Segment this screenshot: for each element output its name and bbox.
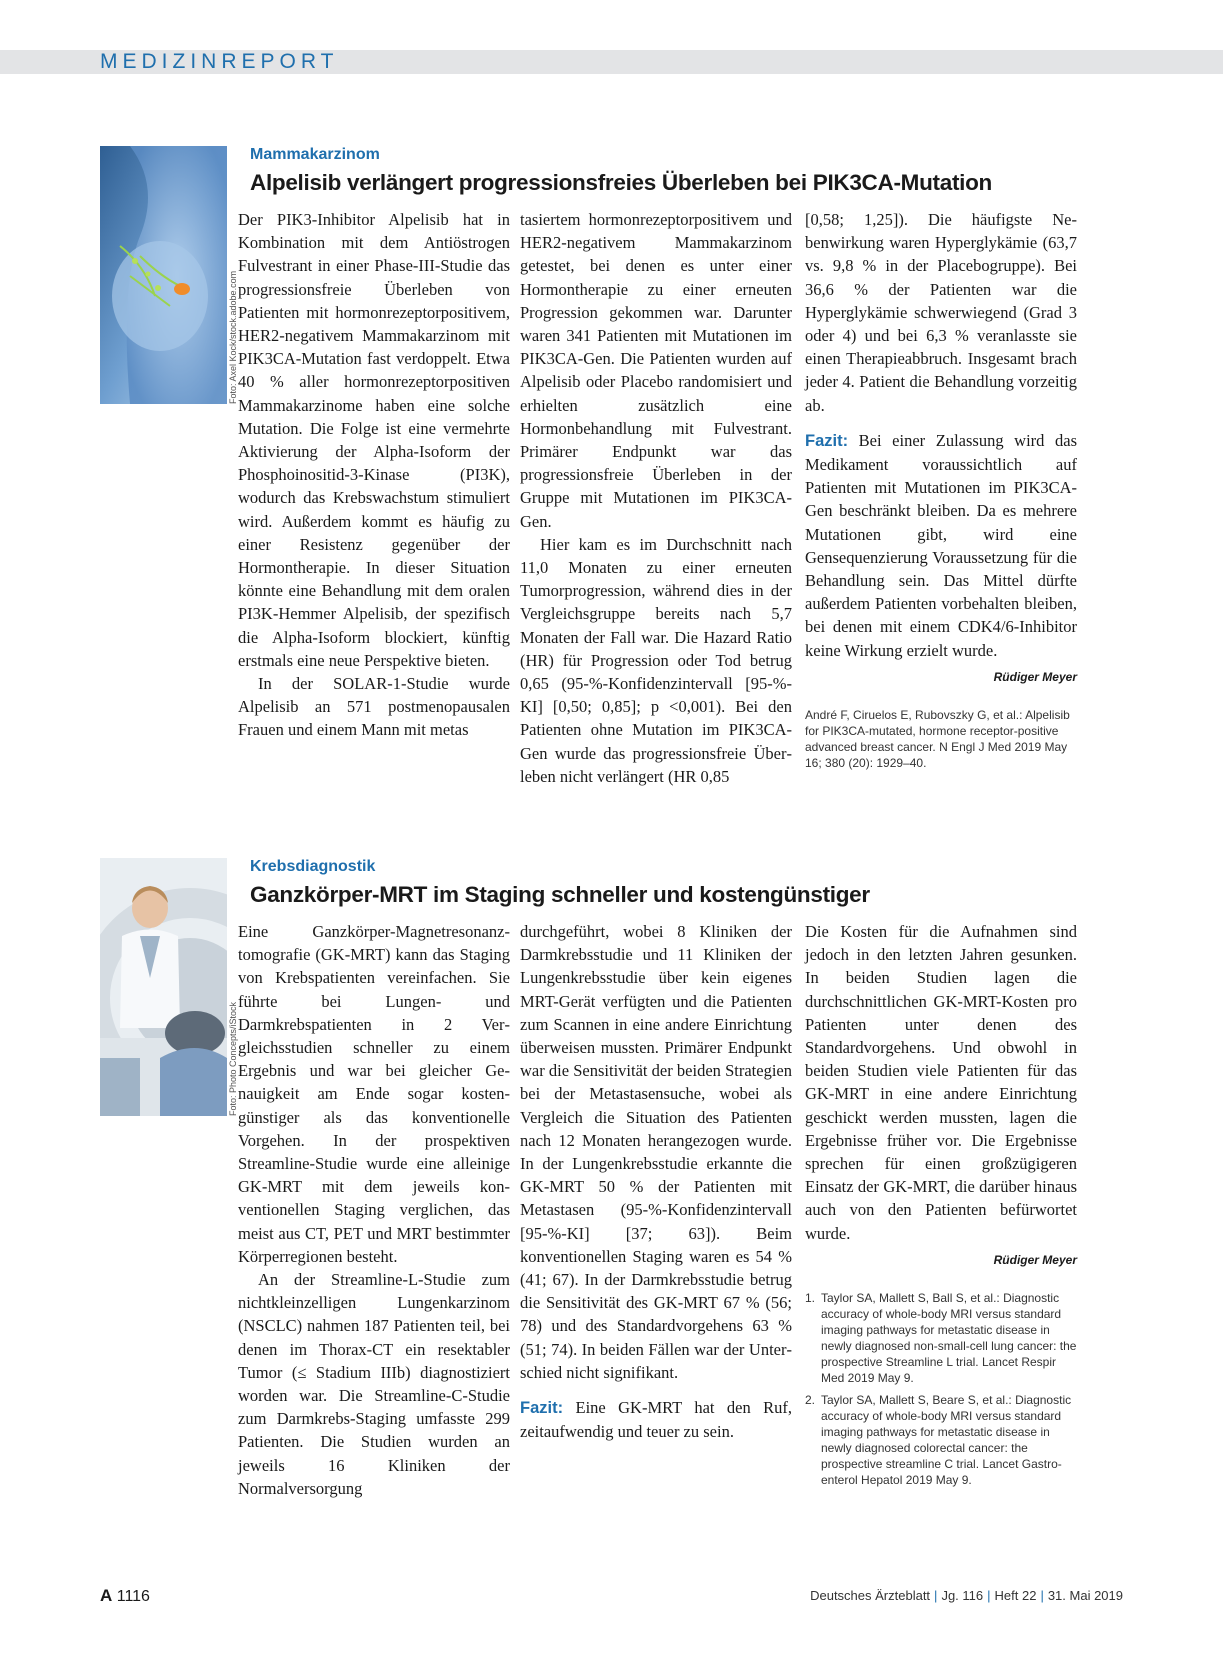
section-label: MEDIZINREPORT xyxy=(100,50,339,73)
journal-footer xyxy=(810,1588,1123,1603)
paragraph: Der PIK3-Inhibitor Alpelisib hat in Kombination mit dem Antiöstrogen Fulvestrant in einer Phase-III-Studie das progressionsfreie Überleben von Patienten mit hormonrezeptorpositivem, HER2-negativem Mammakarzinom mit PIK3CA-Mutation fast verdoppelt. Etwa 40 % aller hormonrezeptorpositiven Mammakarzinome haben eine solche Mutation. Die Folge ist eine vermehrte Aktivierung der Alpha-Isoform der Phosphoinositid-3-Kinase (PI3K), wodurch das Krebswachstum stimuliert wird. Außerdem kommt es häufig zu einer Resistenz gegenüber der Hormontherapie. In dieser Situation könnte eine Behandlung mit dem oralen PI3K-Hemmer Alpelisib, der spezifisch die Alpha-Isoform blockiert, künftig erstmals eine neue Perspektive bieten. xyxy=(238,210,510,670)
article-column-3 xyxy=(805,208,1077,771)
separator: | xyxy=(934,1588,938,1603)
author: Rüdiger Meyer xyxy=(993,669,1077,684)
fazit-text: Bei einer Zulassung wird das Medikament voraussichtlich auf Patienten mit Mutationen im PIK3CA-Gen beschränkt bleiben. Da es mehrere Mutationen gibt, wird eine Gensequenzierung Voraussetzung für die Behandlung sein. Das Mittel dürfte außerdem Patienten vorbehalten bleiben, bei denen mit einem CDK4/6-Inhibitor keine Wirkung erzielt wurde. xyxy=(805,430,1077,660)
fazit-paragraph xyxy=(805,429,1077,662)
reference-text: Taylor SA, Mallett S, Beare S, et al.: Diagnostic accuracy of whole-body MRI versus standard imaging pathways for metastatic disease in newly diagnosed colorectal cancer: the prospective streamline C trial. Lancet Gastroenterol Hepatol 2019 May 9. xyxy=(821,1393,1072,1488)
article-column-2 xyxy=(520,920,792,1443)
photo-credit: Foto: Axel Kock/stock.adobe.com xyxy=(228,270,238,404)
journal-name: Deutsches Ärzteblatt xyxy=(810,1588,931,1603)
article-column-3 xyxy=(805,920,1077,1494)
article-mammakarzinom xyxy=(100,140,1160,800)
journal-volume: Jg. 116 xyxy=(941,1588,984,1603)
journal-issue: Heft 22 xyxy=(994,1588,1037,1603)
paragraph: Die Kosten für die Aufnahmen sind jedoch in den letzten Jahren gesunken. In beiden Studien lagen die durchschnittlichen GK-MRT-Kosten pro Patienten unter denen des Standardvorgehens. Und obwohl in beiden Studien viele Patienten für das GK-MRT in eine andere Einrichtung geschickt werden mussten, lagen die Ergebnisse früher vor. Die Ergebnisse sprechen für einen großzügigeren Einsatz der GK-MRT, die darüber hinaus auch von den Patienten befürwortet wurde. xyxy=(805,922,1077,1243)
mri-scan-illustration xyxy=(100,858,227,1116)
page-number-value: 1116 xyxy=(116,1588,150,1605)
article-headline: Ganzkörper-MRT im Staging schneller und kostengünstiger xyxy=(250,882,870,907)
paragraph: [0,58; 1,25]). Die häufigste Nebenwirkung waren Hyperglykämie (63,7 vs. 9,8 % in der Placebogruppe). Bei 36,6 % der Patienten war die Hyperglykämie schwerwiegend (Grad 3 oder 4) und bei 6,3 % veranlasste sie einen Therapieabbruch. Insgesamt brach jeder 4. Patient die Behandlung vorzeitig ab. xyxy=(805,210,1077,415)
paragraph: An der Streamline-L-Studie zum nichtkleinzelligen Lungenkarzinom (NSCLC) nahmen 187 Patienten teil, bei denen im Thorax-CT ein resektabler Tumor (≤ Stadium IIIb) diagnostiziert worden war. Die Streamline-C-Studie zum Darmkrebs-Staging umfasste 299 Patienten. Die Studien wurden an jeweils 16 Kliniken der Normalversorgung xyxy=(238,1270,510,1498)
article-kicker: Krebsdiagnostik xyxy=(250,858,376,875)
article-headline: Alpelisib verlängert progressionsfreies Überleben bei PIK3CA-Mutation xyxy=(250,170,992,195)
breast-anatomy-photo xyxy=(100,146,227,404)
reference-item xyxy=(805,1392,1077,1488)
page-number xyxy=(100,1586,150,1606)
paragraph: durchgeführt, wobei 8 Kliniken der Darmkrebsstudie und 11 Kliniken der Lungenkrebsstudie über kein eigenes MRT-Gerät verfügten und die Patienten zum Scannen in eine andere Einrichtung überweisen mussten. Primärer Endpunkt war die Sensitivität der beiden Strategien bei der Metastasensuche, wobei als Vergleich die Situation des Patienten nach 12 Monaten herangezogen wurde. In der Lungenkrebsstudie erkannte die GK-MRT 50 % der Patienten mit Metastasen (95-%-Konfidenzintervall [95-%-KI] [37; 63]). Beim konventionellen Staging waren es 54 % (41; 67). In der Darmkrebsstudie betrug die Sensitivität des GK-MRT 67 % (56; 78) und des Standardvorgehens 63 % (51; 74). In beiden Fällen war der Unterschied nicht signifikant. xyxy=(520,922,792,1382)
article-column-1 xyxy=(238,920,510,1500)
reference-number: 1. xyxy=(805,1291,816,1306)
fazit-text: Eine GK-MRT hat den Ruf, zeitaufwendig und teuer zu sein. xyxy=(520,1398,792,1442)
fazit-label: Fazit: xyxy=(805,431,849,450)
article-kicker: Mammakarzinom xyxy=(250,146,380,163)
paragraph: Hier kam es im Durchschnitt nach 11,0 Monaten zu einer erneuten Tumorprogression, während dies in der Vergleichsgruppe bereits nach 5,7 Monaten der Fall war. Die Hazard Ratio (HR) für Progression oder Tod betrug 0,65 (95-%-Konfidenzintervall [95-%-KI] [0,50; 0,85]; p <0,001). Bei den Patienten ohne Mutation im PIK3CA-Gen wurde das progressionsfreie Überleben nicht verlängert (HR 0,85 xyxy=(520,534,792,786)
photo-credit: Foto: Photo Concepts/iStock xyxy=(228,1001,238,1116)
page-prefix: A xyxy=(100,1586,113,1605)
reference-item xyxy=(805,1290,1077,1386)
reference: André F, Ciruelos E, Rubovszky G, et al.: Alpelisib for PIK3CA-mutated, hormone receptor-positive advanced breast cancer. N Engl J Med 2019 May 16; 380 (20): 1929–40. xyxy=(805,708,1070,771)
article-column-2 xyxy=(520,208,792,788)
reference-list xyxy=(805,1290,1077,1488)
fazit-label: Fazit: xyxy=(520,1399,564,1418)
separator: | xyxy=(987,1588,991,1603)
article-krebsdiagnostik xyxy=(100,852,1160,1552)
separator: | xyxy=(1040,1588,1044,1603)
paragraph: Eine Ganzkörper-Magnetresonanztomografie (GK-MRT) kann das Staging von Krebspatienten vereinfachen. Sie führte bei Lungen- und Darmkrebspatienten in 2 Vergleichsstudien schneller zu einem Ergebnis und war bei gleicher Genauigkeit am Ende sogar kostengünstiger als das konventionelle Vorgehen. In der prospektiven Streamline-Studie wurde eine alleinige GK-MRT mit dem jeweils konventionellen Staging verglichen, das meist aus CT, PET und MRT bestimmter Körperregionen besteht. xyxy=(238,922,510,1266)
reference-number: 2. xyxy=(805,1393,816,1408)
journal-date: 31. Mai 2019 xyxy=(1047,1588,1123,1603)
fazit-paragraph xyxy=(520,1396,792,1443)
article-column-1 xyxy=(238,208,510,742)
reference-text: Taylor SA, Mallett S, Ball S, et al.: Diagnostic accuracy of whole-body MRI versus standard imaging pathways for metastatic disease in newly diagnosed non-small-cell lung cancer: the prospective Streamline L trial. Lancet Respir Med 2019 May 9. xyxy=(821,1291,1077,1386)
breast-anatomy-illustration xyxy=(100,146,227,404)
paragraph: tasiertem hormonrezeptorpositivem und HER2-negativem Mammakarzinom getestet, bei denen es unter einer Hormontherapie zu einer erneuten Progression gekommen war. Darunter waren 341 Patienten mit Mutationen im PIK3CA-Gen. Die Patienten wurden auf Alpelisib oder Placebo randomisiert und erhielten zusätzlich eine Hormonbehandlung mit Fulvestrant. Primärer Endpunkt war das progressionsfreie Überleben in der Gruppe mit Mutationen im PIK3CA-Gen. xyxy=(520,210,792,531)
paragraph: In der SOLAR-1-Studie wurde Alpelisib an 571 postmenopausalen Frauen und einem Mann mit metas xyxy=(238,674,510,740)
mri-scan-photo xyxy=(100,858,227,1116)
author: Rüdiger Meyer xyxy=(993,1252,1077,1267)
